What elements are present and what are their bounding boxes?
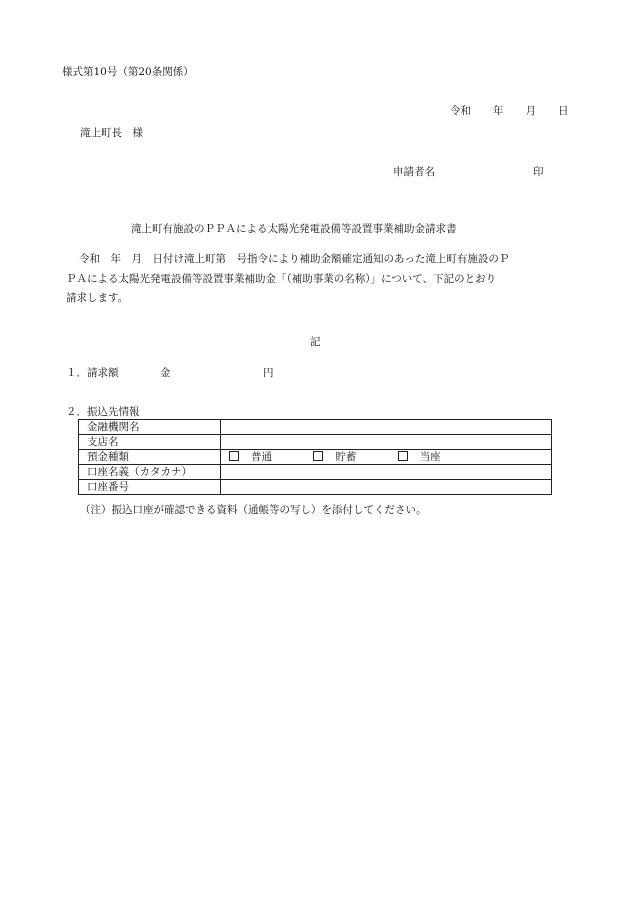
date-month-unit: 月	[525, 105, 536, 117]
section1-kin: 金	[160, 367, 171, 379]
section2-label: ２．振込先情報	[66, 406, 140, 418]
document-title: 滝上町有施設のＰＰＡによる太陽光発電設備等設置事業補助金請求書	[131, 223, 457, 235]
bank-info-table	[78, 419, 552, 495]
table-row	[79, 480, 552, 495]
account-type-option[interactable]	[398, 450, 441, 464]
form-number: 様式第10号（第20条関係）	[62, 66, 194, 78]
ki-heading: 記	[310, 336, 321, 348]
branch-name-field[interactable]	[221, 435, 552, 450]
section1-yen: 円	[263, 367, 274, 379]
table-row	[79, 435, 552, 450]
bank-name-label: 金融機関名	[79, 420, 221, 435]
account-type-chochiku: 貯蓄	[335, 451, 357, 463]
body-paragraph	[66, 250, 566, 309]
body-line: 令和 年 月 日付け滝上町第 号指令により補助金額確定通知のあった滝上町有施設のＰ	[79, 253, 510, 265]
account-type-options	[221, 450, 552, 465]
account-type-option[interactable]	[229, 450, 272, 464]
account-type-futsu: 普通	[251, 451, 272, 463]
applicant-label: 申請者名	[393, 166, 435, 178]
account-number-label: 口座番号	[79, 480, 221, 495]
table-row	[79, 465, 552, 480]
bank-name-field[interactable]	[221, 420, 552, 435]
seal-mark: 印	[533, 166, 544, 178]
checkbox-icon[interactable]	[398, 451, 408, 461]
account-type-label: 預金種類	[79, 450, 221, 465]
addressee: 滝上町長 様	[80, 127, 143, 139]
date-era: 令和	[450, 105, 471, 117]
table-row	[79, 420, 552, 435]
checkbox-icon[interactable]	[313, 451, 323, 461]
checkbox-icon[interactable]	[229, 451, 239, 461]
body-line: 請求します。	[66, 292, 129, 304]
table-row	[79, 450, 552, 465]
account-type-toza: 当座	[419, 451, 441, 463]
section1-label: １．請求額	[66, 367, 119, 379]
attachment-note: （注）振込口座が確認できる資料（通帳等の写し）を添付してください。	[80, 504, 427, 516]
date-line	[450, 103, 569, 118]
account-holder-label: 口座名義（カタカナ）	[79, 465, 221, 480]
date-year-unit: 年	[493, 105, 504, 117]
date-day-unit: 日	[558, 105, 569, 117]
branch-name-label: 支店名	[79, 435, 221, 450]
account-type-option[interactable]	[313, 450, 356, 464]
body-line: ＰＡによる太陽光発電設備等設置事業補助金「（補助事業の名称）」について、下記のとおり	[66, 272, 497, 285]
account-holder-field[interactable]	[221, 465, 552, 480]
account-number-field[interactable]	[221, 480, 552, 495]
